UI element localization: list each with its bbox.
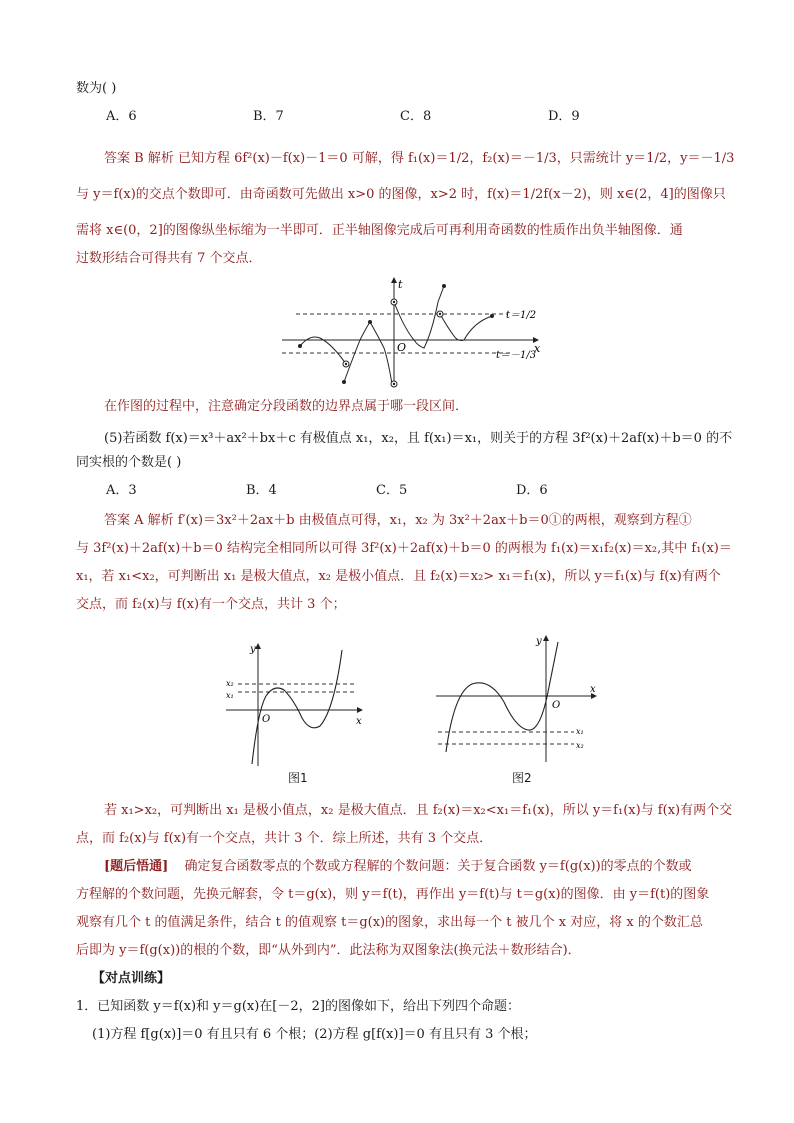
boundary-points bbox=[298, 284, 494, 387]
q4-option-d: D．9 bbox=[548, 109, 580, 124]
fig1-y-label: y bbox=[250, 644, 256, 655]
label-t-neg-third: t＝－1/3 bbox=[496, 350, 537, 361]
fig1-origin: O bbox=[262, 714, 271, 725]
fig2-y-label: y bbox=[536, 636, 542, 647]
summary-line-3: 观察有几个 t 的值满足条件，结合 t 的值观察 t＝g(x)的图象，求出每一个 t 被几个 x 对应，将 x 的个数汇总 bbox=[76, 915, 703, 930]
fig2-x-label: x bbox=[590, 684, 596, 695]
q5-answer2-line-1: 若 x₁>x₂，可判断出 x₁ 是极小值点，x₂ 是极大值点．且 f₂(x)＝x₂<x₁＝f₁(x)，所以 y＝f₁(x)与 f(x)有两个交 bbox=[104, 803, 733, 818]
fig2-curve bbox=[446, 642, 561, 752]
q5-option-c: C．5 bbox=[376, 483, 408, 498]
summary-line-4: 后即为 y＝f(g(x))的根的个数，即“从外到内”．此法称为双图象法(换元法＋数形结合)． bbox=[76, 943, 581, 958]
fig2-origin: O bbox=[552, 700, 561, 711]
label-t-half: t＝1/2 bbox=[506, 310, 537, 321]
practice-title: 【对点训练】 bbox=[92, 971, 171, 986]
q4-option-c: C．8 bbox=[400, 109, 432, 124]
t-axis-label: t bbox=[398, 278, 403, 291]
figure-2 bbox=[432, 632, 602, 762]
q4-answer-line-2: 与 y＝f(x)的交点个数即可．由奇函数可先做出 x>0 的图像，x>2 时，f(x)＝1/2f(x－2)，则 x∈(2，4]的图像只 bbox=[76, 187, 726, 202]
q4-option-b: B．7 bbox=[253, 109, 284, 124]
fig1-x2-label: x₂ bbox=[226, 679, 234, 688]
figure-2-caption: 图2 bbox=[512, 771, 532, 785]
q5-option-a: A．3 bbox=[106, 483, 137, 498]
summary-line-1 bbox=[104, 858, 794, 876]
q4-answer-line-1: 答案 B 解析 已知方程 6f²(x)－f(x)－1＝0 可解，得 f₁(x)＝1/2，f₂(x)＝－1/3，只需统计 y＝1/2，y＝－1/3 bbox=[104, 151, 735, 166]
figure-1-caption: 图1 bbox=[288, 771, 308, 785]
practice-q1-line-2: (1)方程 f[g(x)]＝0 有且只有 6 个根；(2)方程 g[f(x)]＝0 有且只有 3 个根； bbox=[92, 1027, 537, 1042]
summary-line-2: 方程解的个数问题，先换元解套，令 t＝g(x)，则 y＝f(t)，再作出 y＝f(t)与 t＝g(x)的图像．由 y＝f(t)的图象 bbox=[76, 887, 710, 902]
q5-answer-line-2: 与 3f²(x)＋2af(x)＋b＝0 结构完全相同所以可得 3f²(x)＋2af(x)＋b＝0 的两根为 f₁(x)＝x₁f₂(x)＝x₂,其中 f₁(x)＝ bbox=[76, 541, 732, 556]
q5-option-b: B．4 bbox=[246, 483, 277, 498]
q5-answer-line-3: x₁，若 x₁<x₂，可判断出 x₁ 是极大值点，x₂ 是极小值点．且 f₂(x)＝x₂> x₁＝f₁(x)，所以 y＝f₁(x)与 f(x)有两个 bbox=[76, 569, 721, 584]
q5-option-d: D．6 bbox=[516, 483, 548, 498]
q5-answer-line-1: 答案 A 解析 f′(x)＝3x²＋2ax＋b 由极值点可得，x₁，x₂ 为 3x²＋2ax＋b＝0①的两根，观察到方程① bbox=[104, 513, 692, 528]
q5-answer-line-4: 交点，而 f₂(x)与 f(x)有一个交点，共计 3 个； bbox=[76, 597, 346, 612]
fig2-x1-label: x₁ bbox=[576, 727, 584, 736]
q4-stem-tail: 数为( ) bbox=[76, 81, 117, 96]
fig2-x2-label: x₂ bbox=[576, 741, 584, 750]
q4-option-a: A．6 bbox=[106, 109, 137, 124]
q5-answer2-line-2: 点，而 f₂(x)与 f(x)有一个交点，共计 3 个．综上所述，共有 3 个交点． bbox=[76, 831, 493, 846]
x-axis-label: x bbox=[534, 342, 541, 355]
q4-note: 在作图的过程中，注意确定分段函数的边界点属于哪一段区间． bbox=[104, 399, 469, 414]
q5-stem-line-2: 同实根的个数是( ) bbox=[76, 455, 182, 470]
q5-stem-line-1: (5)若函数 f(x)＝x³＋ax²＋bx＋c 有极值点 x₁，x₂，且 f(x₁)＝x₁，则关于的方程 3f²(x)＋2af(x)＋b＝0 的不 bbox=[104, 431, 733, 446]
practice-q1-line-1: 1．已知函数 y＝f(x)和 y＝g(x)在[－2，2]的图像如下，给出下列四个命题： bbox=[76, 999, 520, 1014]
q4-answer-line-3: 需将 x∈(0，2]的图像纵坐标缩为一半即可．正半轴图像完成后可再利用奇函数的性质作出负半轴图像．通 bbox=[76, 223, 683, 238]
fig1-x-label: x bbox=[356, 716, 362, 727]
figure-1 bbox=[222, 640, 368, 766]
summary-title: [题后悟通] bbox=[104, 859, 169, 874]
fig1-curve bbox=[252, 650, 342, 764]
q4-answer-line-4: 过数形结合可得共有 7 个交点． bbox=[76, 251, 262, 266]
summary-text-1: 确定复合函数零点的个数或方程解的个数问题：关于复合函数 y＝f(g(x))的零点的个数或 bbox=[184, 859, 692, 874]
origin-label: O bbox=[397, 341, 407, 354]
q4-graph bbox=[280, 276, 550, 388]
fig1-x1-label: x₁ bbox=[226, 691, 234, 700]
